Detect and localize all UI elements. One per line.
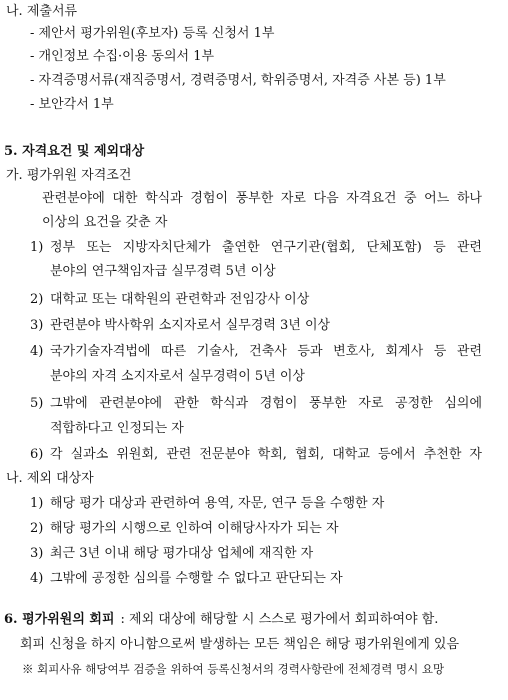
submission-item: - 보안각서 1부 — [30, 97, 114, 112]
qualification-item: 정부 또는 지방자치단체가 출연한 연구기관(협회, 단체포함) 등 관련 — [50, 240, 482, 255]
submission-item: - 자격증명서류(재직증명서, 경력증명서, 학위증명서, 자격증 사본 등) 1부 — [30, 73, 446, 88]
exclusion-item: 그밖에 공정한 심의를 수행할 수 없다고 판단되는 자 — [50, 571, 343, 586]
qualification-item-cont: 분야의 자격 소지자로서 실무경력이 5년 이상 — [50, 369, 305, 384]
submission-heading: 나. 제출서류 — [6, 4, 78, 19]
exclusion-item-number: 3) — [30, 546, 44, 561]
qualification-intro: 관련분야에 대한 학식과 경험이 풍부한 자로 다음 자격요건 중 어느 하나 — [42, 191, 482, 206]
section6-title: 6. 평가위원의 회피 — [4, 612, 115, 627]
exclusion-item: 최근 3년 이내 해당 평가대상 업체에 재직한 자 — [50, 546, 314, 561]
qualification-item: 그밖에 관련분야에 관한 학식과 경험이 풍부한 자로 공정한 심의에 — [50, 396, 482, 411]
qualification-item-cont: 분야의 연구책임자급 실무경력 5년 이상 — [50, 264, 276, 279]
exclusion-item-number: 4) — [30, 571, 44, 586]
qualification-item-number: 3) — [30, 318, 44, 333]
exclusion-item-number: 2) — [30, 521, 44, 536]
submission-item: - 제안서 평가위원(후보자) 등록 신청서 1부 — [30, 26, 275, 41]
section6-text: : 제외 대상에 해당할 시 스스로 평가에서 회피하여야 함. — [120, 612, 439, 627]
qualification-heading: 가. 평가위원 자격조건 — [6, 168, 132, 183]
qualification-item-number: 1) — [30, 240, 44, 255]
section6-line — [4, 612, 438, 628]
qualification-item: 국가기술자격법에 따른 기술사, 건축사 등과 변호사, 회계사 등 관련 — [50, 344, 482, 359]
section6-note: ※ 회피사유 해당여부 검증을 위하여 등록신청서의 경력사항란에 전체경력 명시 요망 — [22, 662, 445, 676]
section6-text-cont: 회피 신청을 하지 아니함으로써 발생하는 모든 책임은 해당 평가위원에게 있음 — [20, 637, 460, 652]
submission-item: - 개인정보 수집·이용 동의서 1부 — [30, 49, 215, 64]
qualification-item: 각 실과소 위원회, 관련 전문분야 학회, 협회, 대학교 등에서 추천한 자 — [50, 447, 482, 462]
exclusion-item: 해당 평가의 시행으로 인하여 이해당사자가 되는 자 — [50, 521, 339, 536]
qualification-item-number: 6) — [30, 447, 44, 462]
exclusion-item: 해당 평가 대상과 관련하여 용역, 자문, 연구 등을 수행한 자 — [50, 496, 385, 511]
qualification-item-number: 5) — [30, 396, 44, 411]
qualification-item: 대학교 또는 대학원의 관련학과 전임강사 이상 — [50, 292, 310, 307]
qualification-item-number: 2) — [30, 292, 44, 307]
qualification-item-number: 4) — [30, 344, 44, 359]
exclusion-item-number: 1) — [30, 496, 44, 511]
qualification-intro-cont: 이상의 요건을 갖춘 자 — [42, 215, 168, 230]
section5-title: 5. 자격요건 및 제외대상 — [4, 144, 145, 159]
qualification-item-cont: 적합하다고 인정되는 자 — [50, 421, 184, 436]
exclusion-heading: 나. 제외 대상자 — [6, 471, 94, 486]
qualification-item: 관련분야 박사학위 소지자로서 실무경력 3년 이상 — [50, 318, 331, 333]
